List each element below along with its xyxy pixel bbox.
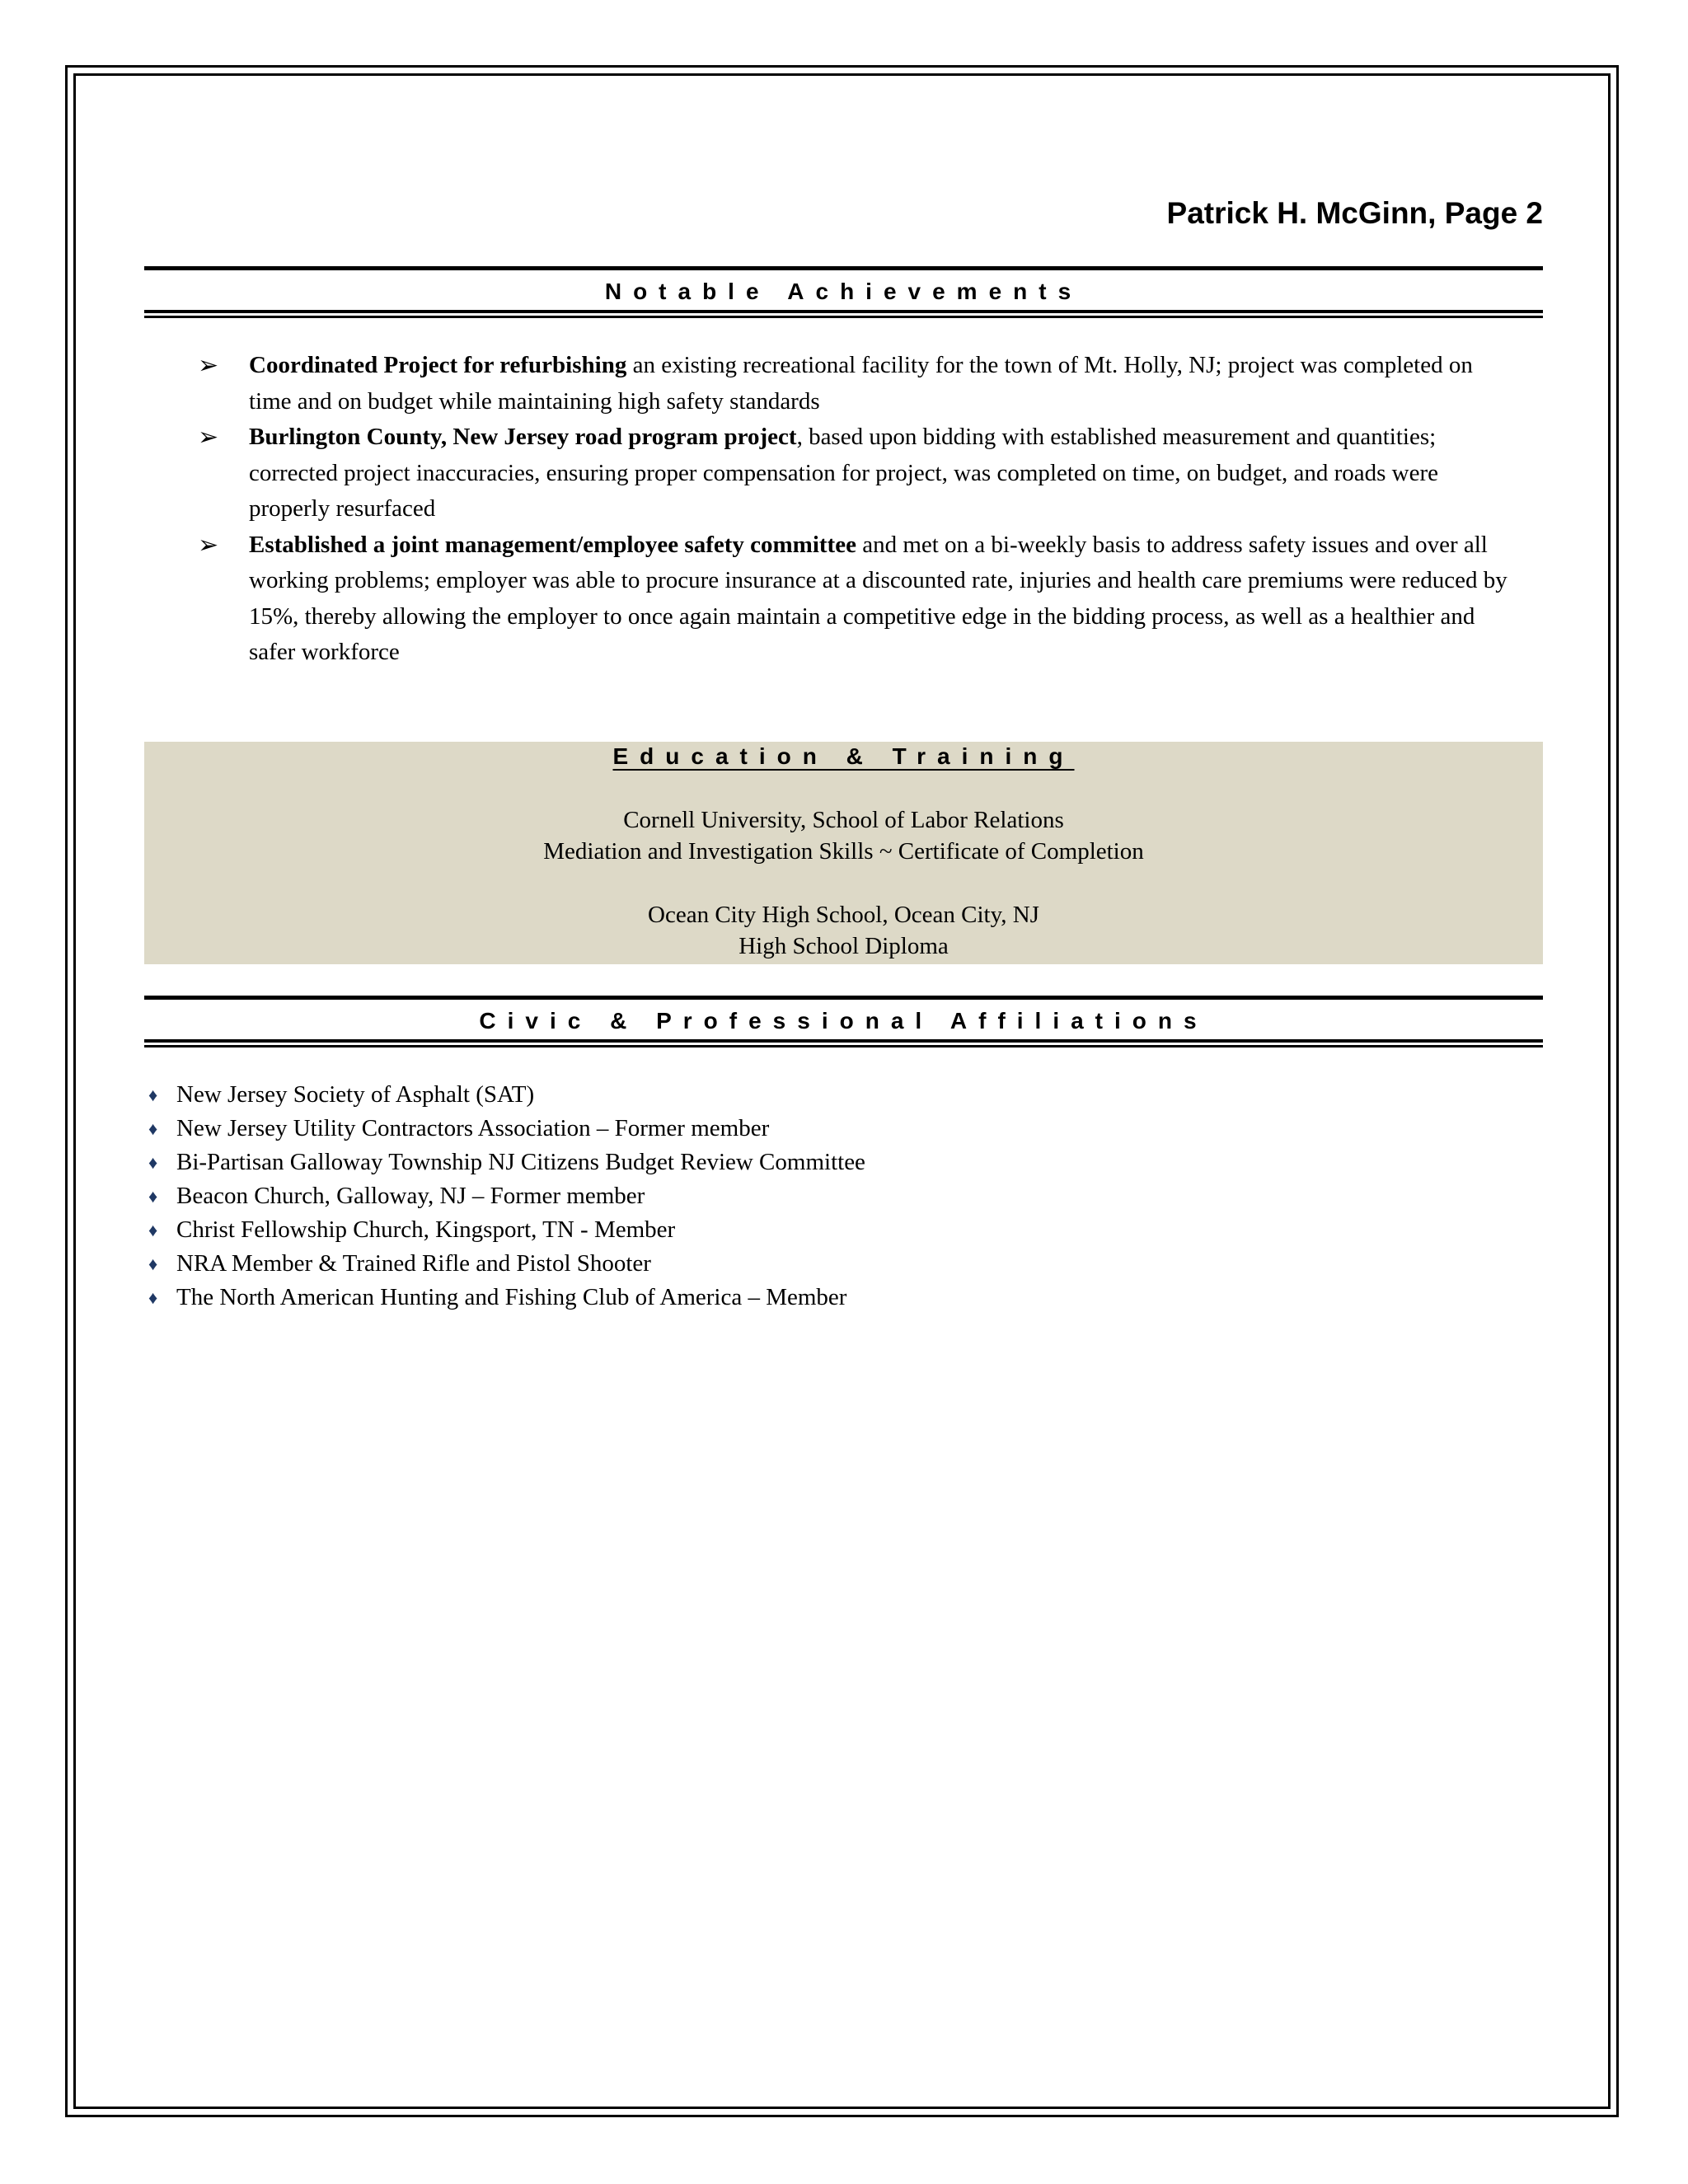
diamond-bullet-icon: ♦ — [148, 1220, 158, 1240]
arrow-bullet-icon: ➢ — [198, 531, 219, 559]
section-title-education: Education & Training — [612, 743, 1075, 769]
diamond-bullet-icon: ♦ — [148, 1186, 158, 1207]
achievement-heading: Burlington County, New Jersey road program project — [249, 424, 797, 450]
section-rule — [144, 310, 1543, 313]
page-header: Patrick H. McGinn, Page 2 — [1166, 196, 1543, 230]
diamond-bullet-icon: ♦ — [148, 1287, 158, 1308]
achievement-text: , based upon bidding with established measurement and quantities; corrected project inaccuracies, ensuring proper compensation for project, was completed on time, on budget, and roads were properly resurfaced — [249, 424, 1439, 522]
section-rule — [144, 1039, 1543, 1043]
section-rule — [144, 1045, 1543, 1047]
education-line: Mediation and Investigation Skills ~ Certificate of Completion — [543, 838, 1144, 865]
list-item: ♦ The North American Hunting and Fishing Club of America – Member — [148, 1281, 1385, 1315]
education-line: High School Diploma — [738, 933, 949, 959]
diamond-bullet-icon: ♦ — [148, 1118, 158, 1139]
achievement-text: an existing recreational facility for the town of Mt. Holly, NJ; project was completed on time and on budget while maintaining high safety standards — [249, 352, 1473, 415]
list-item: ♦ New Jersey Society of Asphalt (SAT) — [148, 1078, 1385, 1112]
diamond-bullet-icon: ♦ — [148, 1085, 158, 1105]
achievement-item — [198, 348, 1517, 419]
list-item: ♦ Christ Fellowship Church, Kingsport, TN - Member — [148, 1213, 1385, 1247]
diamond-bullet-icon: ♦ — [148, 1254, 158, 1274]
achievement-item — [198, 527, 1517, 671]
list-item: ♦ New Jersey Utility Contractors Association – Former member — [148, 1112, 1385, 1146]
section-rule — [144, 316, 1543, 318]
arrow-bullet-icon: ➢ — [198, 424, 219, 451]
achievement-heading: Established a joint management/employee safety committee — [249, 531, 856, 558]
list-item: ♦ NRA Member & Trained Rifle and Pistol Shooter — [148, 1247, 1385, 1281]
section-title: Notable Achievements — [604, 279, 1083, 304]
section-header-affiliations — [144, 996, 1543, 1047]
achievement-text: and met on a bi-weekly basis to address safety issues and over all working problems; employer was able to procure insurance at a discounted rate, injuries and health care premiums were reduced by 15%, thereby allowing the employer to once again maintain a competitive edge in the bidding process, as well as a healthier and safer workforce — [249, 531, 1507, 665]
education-section — [144, 742, 1543, 964]
achievement-heading: Coordinated Project for refurbishing — [249, 352, 627, 378]
diamond-bullet-icon: ♦ — [148, 1152, 158, 1173]
section-title: Civic & Professional Affiliations — [479, 1008, 1208, 1033]
education-line: Ocean City High School, Ocean City, NJ — [648, 902, 1039, 928]
section-header-achievements — [144, 266, 1543, 318]
affiliations-list — [148, 1078, 1385, 1315]
list-item: ♦ Beacon Church, Galloway, NJ – Former member — [148, 1179, 1385, 1213]
list-item: ♦ Bi-Partisan Galloway Township NJ Citizens Budget Review Committee — [148, 1146, 1385, 1179]
achievements-list — [198, 348, 1517, 671]
arrow-bullet-icon: ➢ — [198, 352, 219, 379]
achievement-item — [198, 419, 1517, 527]
education-line: Cornell University, School of Labor Relations — [623, 807, 1064, 833]
